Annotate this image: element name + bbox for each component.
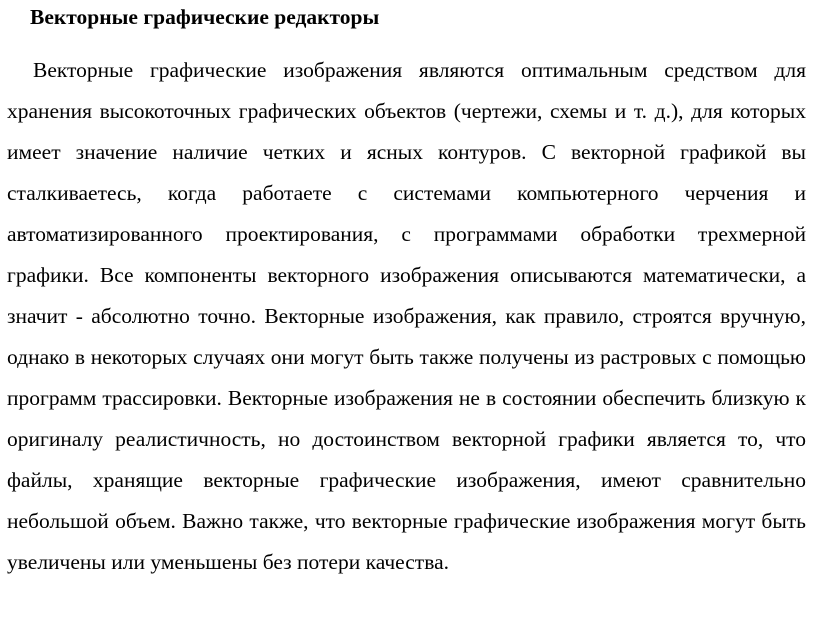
document-title: Векторные графические редакторы (30, 5, 380, 29)
document-paragraph: Векторные графические изображения являются оптимальным средством для хранения высокоточных графических объектов (чертежи, схемы и т. д.), для которых имеет значение наличие четких и ясных контуров. С векторной графикой вы сталкиваетесь, когда работаете с системами компьютерного черчения и автоматизированного проектирования, с программами обработки трехмерной графики. Все компоненты векторного изображения описываются математически, а значит - абсолютно точно. Векторные изображения, как правило, строятся вручную, однако в некоторых случаях они могут быть также получены из растровых с помощью программ трассировки. Векторные изображения не в состоянии обеспечить близкую к оригиналу реалистичность, но достоинством векторной графики является то, что файлы, хранящие векторные графические изображения, имеют сравнительно небольшой объем. Важно также, что векторные графические изображения могут быть увеличены или уменьшены без потери качества. (7, 58, 806, 574)
